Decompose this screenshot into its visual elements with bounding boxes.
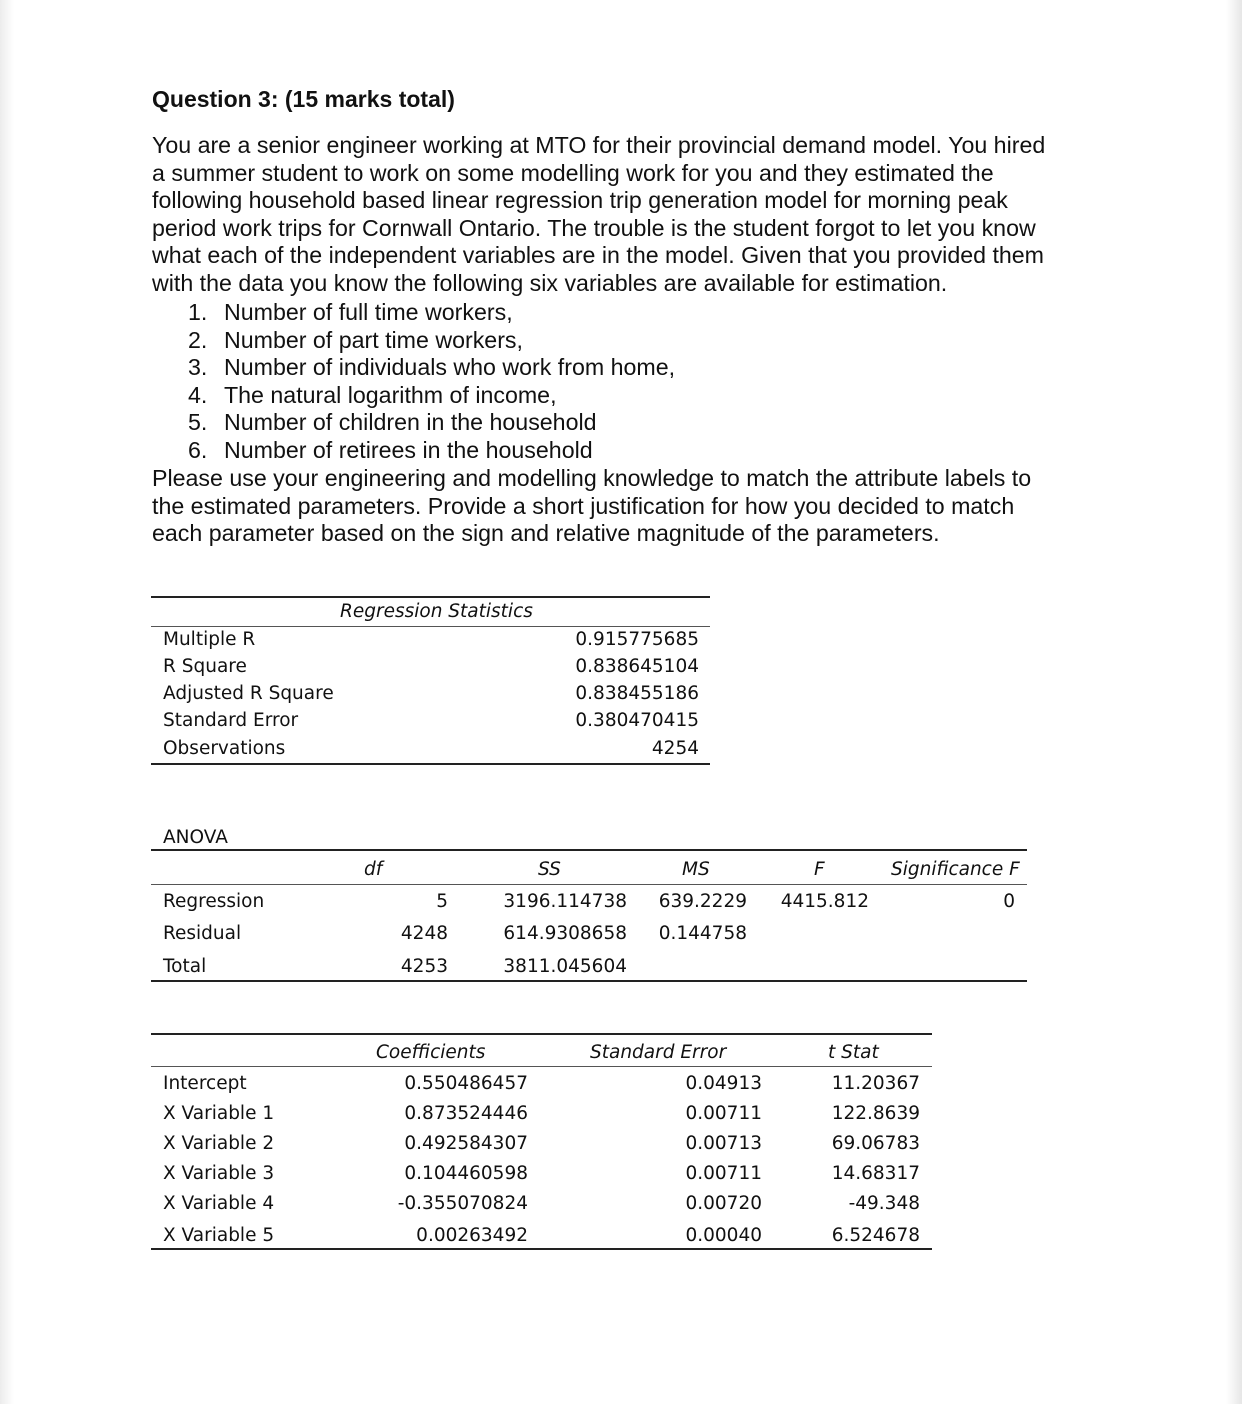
stat-value: 0.838645104 <box>575 656 699 677</box>
list-item <box>188 382 675 410</box>
stat-value: 4254 <box>651 738 699 759</box>
stat-label: Multiple R <box>163 629 256 650</box>
question-intro <box>152 132 1112 298</box>
se-header: Standard Error <box>590 1042 727 1063</box>
table-rule <box>151 596 710 598</box>
se-value: 0.00720 <box>685 1193 762 1214</box>
stat-value: 0.380470415 <box>575 710 699 731</box>
coef-value: 0.00263492 <box>416 1225 528 1246</box>
list-item <box>188 327 675 355</box>
list-number: 5. <box>188 409 208 436</box>
list-number: 3. <box>188 354 208 381</box>
question-title: Question 3: (15 marks total) <box>152 86 455 112</box>
anova-df: 4253 <box>400 956 448 977</box>
list-text: Number of individuals who work from home, <box>224 354 676 381</box>
list-text: Number of part time workers, <box>224 326 523 353</box>
anova-ss: 614.9308658 <box>503 923 627 944</box>
stat-label: Adjusted R Square <box>163 683 334 704</box>
intro-line: with the data you know the following six variables are available for estimation. <box>152 269 948 296</box>
anova-ms: 0.144758 <box>658 923 747 944</box>
intro-line: period work trips for Cornwall Ontario. The trouble is the student forgot to let you know <box>152 214 1036 241</box>
variable-list <box>188 299 675 465</box>
list-text: Number of full time workers, <box>224 299 513 325</box>
coef-value: 0.873524446 <box>404 1103 528 1124</box>
anova-header-f: F <box>814 859 825 880</box>
stat-label: Standard Error <box>163 710 299 731</box>
anova-row-label: Residual <box>163 923 242 944</box>
table-rule <box>151 626 710 627</box>
table-rule <box>151 1033 932 1035</box>
anova-header-df: df <box>364 859 383 880</box>
se-value: 0.00711 <box>685 1163 762 1184</box>
list-item <box>188 437 675 465</box>
list-text: Number of retirees in the household <box>224 436 593 463</box>
tstat-value: 11.20367 <box>831 1073 920 1094</box>
tstat-value: 14.68317 <box>831 1163 920 1184</box>
intro-line: You are a senior engineer working at MTO for their provincial demand model. You hired <box>152 132 1046 158</box>
anova-header-ss: SS <box>538 859 561 880</box>
anova-title: ANOVA <box>163 827 228 848</box>
coef-value: 0.104460598 <box>404 1163 528 1184</box>
tstat-value: 69.06783 <box>831 1133 920 1154</box>
se-value: 0.00711 <box>685 1103 762 1124</box>
intro-line: what each of the independent variables are in the model. Given that you provided them <box>152 242 1044 269</box>
anova-row-label: Total <box>163 956 207 977</box>
anova-ss: 3196.114738 <box>503 891 627 912</box>
coef-row-label: X Variable 5 <box>163 1225 275 1246</box>
coef-header: Coefficients <box>376 1042 486 1063</box>
se-value: 0.00713 <box>685 1133 762 1154</box>
coef-row-label: X Variable 3 <box>163 1163 275 1184</box>
coef-value: 0.550486457 <box>404 1073 528 1094</box>
anova-row-label: Regression <box>163 891 265 912</box>
table-rule <box>151 1066 932 1067</box>
table-rule <box>151 980 1027 982</box>
regression-statistics-header: Regression Statistics <box>340 601 533 622</box>
list-number: 1. <box>188 299 208 325</box>
list-text: Number of children in the household <box>224 409 597 436</box>
coef-row-label: X Variable 4 <box>163 1193 275 1214</box>
tstat-value: 122.8639 <box>831 1103 920 1124</box>
anova-ms: 639.2229 <box>658 891 747 912</box>
instruction-line: the estimated parameters. Provide a short justification for how you decided to match <box>152 492 1015 519</box>
tstat-value: 6.524678 <box>831 1225 920 1246</box>
anova-significance: 0 <box>1003 891 1015 912</box>
list-number: 2. <box>188 326 208 353</box>
list-item <box>188 409 675 437</box>
se-value: 0.04913 <box>685 1073 762 1094</box>
question-instructions <box>152 465 1112 548</box>
instruction-line: each parameter based on the sign and relative magnitude of the parameters. <box>152 520 940 547</box>
list-item <box>188 299 675 327</box>
coef-row-label: X Variable 1 <box>163 1103 275 1124</box>
instruction-line: Please use your engineering and modelling knowledge to match the attribute labels to <box>152 465 1032 491</box>
tstat-value: -49.348 <box>848 1193 920 1214</box>
stat-label: Observations <box>163 738 286 759</box>
anova-f: 4415.812 <box>780 891 869 912</box>
list-item <box>188 354 675 382</box>
anova-df: 4248 <box>400 923 448 944</box>
stat-value: 0.915775685 <box>575 629 699 650</box>
list-text: The natural logarithm of income, <box>224 381 557 408</box>
anova-header-significance: Significance F <box>891 859 1020 880</box>
coef-value: 0.492584307 <box>404 1133 528 1154</box>
list-number: 6. <box>188 436 208 463</box>
table-rule <box>151 884 1027 885</box>
coef-row-label: X Variable 2 <box>163 1133 275 1154</box>
table-rule <box>151 849 1027 851</box>
coef-row-label: Intercept <box>163 1073 247 1094</box>
tstat-header: t Stat <box>828 1042 879 1063</box>
anova-header-ms: MS <box>682 859 710 880</box>
intro-line: a summer student to work on some modelling work for you and they estimated the <box>152 159 994 186</box>
list-number: 4. <box>188 381 208 408</box>
coef-value: -0.355070824 <box>397 1193 528 1214</box>
stat-label: R Square <box>163 656 247 677</box>
se-value: 0.00040 <box>685 1225 762 1246</box>
stat-value: 0.838455186 <box>575 683 699 704</box>
table-rule <box>151 1248 932 1250</box>
anova-ss: 3811.045604 <box>503 956 627 977</box>
intro-line: following household based linear regression trip generation model for morning peak <box>152 187 1008 214</box>
anova-df: 5 <box>436 891 448 912</box>
table-rule <box>151 763 710 765</box>
